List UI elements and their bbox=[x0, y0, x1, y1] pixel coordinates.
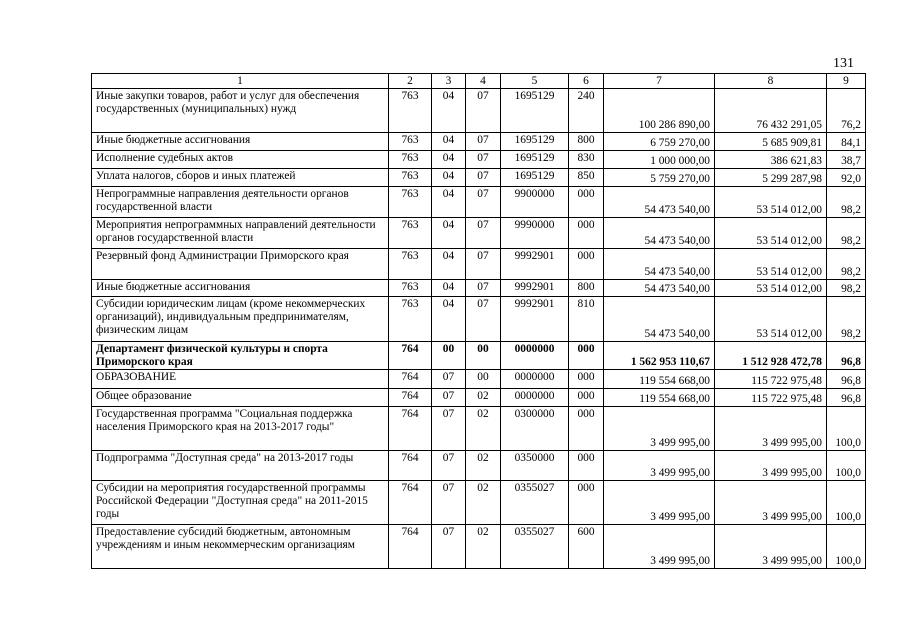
code-target-cell: 0300000 bbox=[501, 407, 569, 451]
code-expense-type-cell: 800 bbox=[569, 280, 604, 297]
executed-amount-cell: 5 685 909,81 bbox=[715, 133, 827, 151]
planned-amount-cell: 119 554 668,00 bbox=[604, 370, 715, 389]
execution-percent-cell: 92,0 bbox=[827, 169, 866, 187]
executed-amount-cell: 76 432 291,05 bbox=[715, 89, 827, 133]
code-expense-type-cell: 000 bbox=[569, 249, 604, 280]
code-expense-type-cell: 000 bbox=[569, 481, 604, 525]
row-name-cell: Исполнение судебных актов bbox=[92, 151, 389, 169]
code-target-cell: 0350000 bbox=[501, 451, 569, 481]
row-name-cell: Иные бюджетные ассигнования bbox=[92, 133, 389, 151]
row-name-cell: Иные бюджетные ассигнования bbox=[92, 280, 389, 297]
code-target-cell: 9992901 bbox=[501, 249, 569, 280]
code-section-cell: 07 bbox=[432, 370, 466, 389]
column-header: 5 bbox=[501, 74, 569, 89]
table-row bbox=[92, 525, 866, 569]
execution-percent-cell: 96,8 bbox=[827, 389, 866, 407]
code-target-cell: 1695129 bbox=[501, 169, 569, 187]
table-row bbox=[92, 297, 866, 342]
column-header: 6 bbox=[569, 74, 604, 89]
code-target-cell: 0000000 bbox=[501, 342, 569, 370]
execution-percent-cell: 100,0 bbox=[827, 407, 866, 451]
code-expense-type-cell: 850 bbox=[569, 169, 604, 187]
code-gad-cell: 764 bbox=[389, 525, 432, 569]
row-name-cell: Иные закупки товаров, работ и услуг для обеспечения государственных (муниципальных) нужд bbox=[92, 89, 389, 133]
table-row bbox=[92, 407, 866, 451]
executed-amount-cell: 53 514 012,00 bbox=[715, 218, 827, 249]
executed-amount-cell: 3 499 995,00 bbox=[715, 481, 827, 525]
code-gad-cell: 763 bbox=[389, 133, 432, 151]
code-section-cell: 07 bbox=[432, 389, 466, 407]
code-subsection-cell: 07 bbox=[466, 249, 501, 280]
code-target-cell: 1695129 bbox=[501, 133, 569, 151]
code-gad-cell: 764 bbox=[389, 370, 432, 389]
code-subsection-cell: 07 bbox=[466, 169, 501, 187]
executed-amount-cell: 53 514 012,00 bbox=[715, 187, 827, 218]
row-name-cell: Субсидии на мероприятия государственной программы Российской Федерации "Доступная среда" на 2011-2015 годы bbox=[92, 481, 389, 525]
code-section-cell: 04 bbox=[432, 151, 466, 169]
code-section-cell: 07 bbox=[432, 481, 466, 525]
code-subsection-cell: 02 bbox=[466, 407, 501, 451]
row-name-cell: Департамент физической культуры и спорта Приморского края bbox=[92, 342, 389, 370]
code-target-cell: 0355027 bbox=[501, 525, 569, 569]
planned-amount-cell: 100 286 890,00 bbox=[604, 89, 715, 133]
planned-amount-cell: 54 473 540,00 bbox=[604, 280, 715, 297]
table-row bbox=[92, 151, 866, 169]
planned-amount-cell: 54 473 540,00 bbox=[604, 249, 715, 280]
execution-percent-cell: 98,2 bbox=[827, 187, 866, 218]
execution-percent-cell: 100,0 bbox=[827, 481, 866, 525]
table-row bbox=[92, 133, 866, 151]
executed-amount-cell: 3 499 995,00 bbox=[715, 525, 827, 569]
planned-amount-cell: 54 473 540,00 bbox=[604, 297, 715, 342]
execution-percent-cell: 76,2 bbox=[827, 89, 866, 133]
code-subsection-cell: 02 bbox=[466, 451, 501, 481]
row-name-cell: Резервный фонд Администрации Приморского края bbox=[92, 249, 389, 280]
code-gad-cell: 763 bbox=[389, 151, 432, 169]
executed-amount-cell: 386 621,83 bbox=[715, 151, 827, 169]
code-subsection-cell: 07 bbox=[466, 280, 501, 297]
column-header: 1 bbox=[92, 74, 389, 89]
execution-percent-cell: 96,8 bbox=[827, 342, 866, 370]
table-row bbox=[92, 451, 866, 481]
planned-amount-cell: 3 499 995,00 bbox=[604, 407, 715, 451]
code-target-cell: 9990000 bbox=[501, 218, 569, 249]
code-section-cell: 07 bbox=[432, 525, 466, 569]
code-gad-cell: 764 bbox=[389, 451, 432, 481]
planned-amount-cell: 119 554 668,00 bbox=[604, 389, 715, 407]
row-name-cell: Субсидии юридическим лицам (кроме некоммерческих организаций), индивидуальным предпринимателям, физическим лицам bbox=[92, 297, 389, 342]
code-section-cell: 04 bbox=[432, 133, 466, 151]
execution-percent-cell: 98,2 bbox=[827, 280, 866, 297]
code-gad-cell: 764 bbox=[389, 407, 432, 451]
row-name-cell: Предоставление субсидий бюджетным, автономным учреждениям и иным некоммерческим организациям bbox=[92, 525, 389, 569]
code-expense-type-cell: 000 bbox=[569, 407, 604, 451]
planned-amount-cell: 6 759 270,00 bbox=[604, 133, 715, 151]
executed-amount-cell: 5 299 287,98 bbox=[715, 169, 827, 187]
execution-percent-cell: 100,0 bbox=[827, 451, 866, 481]
code-expense-type-cell: 000 bbox=[569, 451, 604, 481]
code-target-cell: 0000000 bbox=[501, 370, 569, 389]
code-target-cell: 0000000 bbox=[501, 389, 569, 407]
code-section-cell: 04 bbox=[432, 187, 466, 218]
code-expense-type-cell: 000 bbox=[569, 187, 604, 218]
table-row bbox=[92, 218, 866, 249]
code-expense-type-cell: 600 bbox=[569, 525, 604, 569]
execution-percent-cell: 98,2 bbox=[827, 218, 866, 249]
code-subsection-cell: 07 bbox=[466, 89, 501, 133]
row-name-cell: Непрограммные направления деятельности органов государственной власти bbox=[92, 187, 389, 218]
table-row bbox=[92, 342, 866, 370]
code-target-cell: 9992901 bbox=[501, 280, 569, 297]
planned-amount-cell: 3 499 995,00 bbox=[604, 481, 715, 525]
code-target-cell: 9900000 bbox=[501, 187, 569, 218]
code-section-cell: 04 bbox=[432, 249, 466, 280]
code-section-cell: 04 bbox=[432, 89, 466, 133]
column-header: 4 bbox=[466, 74, 501, 89]
planned-amount-cell: 1 562 953 110,67 bbox=[604, 342, 715, 370]
code-section-cell: 04 bbox=[432, 297, 466, 342]
code-gad-cell: 764 bbox=[389, 389, 432, 407]
code-gad-cell: 763 bbox=[389, 187, 432, 218]
code-gad-cell: 763 bbox=[389, 297, 432, 342]
executed-amount-cell: 1 512 928 472,78 bbox=[715, 342, 827, 370]
table-row bbox=[92, 187, 866, 218]
column-header: 8 bbox=[715, 74, 827, 89]
code-gad-cell: 763 bbox=[389, 218, 432, 249]
executed-amount-cell: 115 722 975,48 bbox=[715, 370, 827, 389]
code-expense-type-cell: 000 bbox=[569, 370, 604, 389]
row-name-cell: Мероприятия непрограммных направлений деятельности органов государственной власти bbox=[92, 218, 389, 249]
table-row bbox=[92, 280, 866, 297]
executed-amount-cell: 53 514 012,00 bbox=[715, 297, 827, 342]
code-target-cell: 0355027 bbox=[501, 481, 569, 525]
executed-amount-cell: 3 499 995,00 bbox=[715, 451, 827, 481]
code-subsection-cell: 00 bbox=[466, 342, 501, 370]
planned-amount-cell: 54 473 540,00 bbox=[604, 218, 715, 249]
code-subsection-cell: 07 bbox=[466, 133, 501, 151]
executed-amount-cell: 115 722 975,48 bbox=[715, 389, 827, 407]
code-subsection-cell: 07 bbox=[466, 187, 501, 218]
code-target-cell: 9992901 bbox=[501, 297, 569, 342]
column-header: 2 bbox=[389, 74, 432, 89]
column-header: 3 bbox=[432, 74, 466, 89]
code-gad-cell: 763 bbox=[389, 169, 432, 187]
row-name-cell: Подпрограмма "Доступная среда" на 2013-2017 годы bbox=[92, 451, 389, 481]
planned-amount-cell: 54 473 540,00 bbox=[604, 187, 715, 218]
code-gad-cell: 763 bbox=[389, 89, 432, 133]
column-header: 9 bbox=[827, 74, 866, 89]
code-expense-type-cell: 810 bbox=[569, 297, 604, 342]
executed-amount-cell: 53 514 012,00 bbox=[715, 280, 827, 297]
table-row bbox=[92, 169, 866, 187]
code-subsection-cell: 07 bbox=[466, 218, 501, 249]
table-row bbox=[92, 389, 866, 407]
code-gad-cell: 763 bbox=[389, 249, 432, 280]
row-name-cell: Государственная программа "Социальная поддержка населения Приморского края на 2013-2017 годы" bbox=[92, 407, 389, 451]
planned-amount-cell: 3 499 995,00 bbox=[604, 451, 715, 481]
code-expense-type-cell: 000 bbox=[569, 342, 604, 370]
code-expense-type-cell: 240 bbox=[569, 89, 604, 133]
planned-amount-cell: 3 499 995,00 bbox=[604, 525, 715, 569]
execution-percent-cell: 98,2 bbox=[827, 249, 866, 280]
code-target-cell: 1695129 bbox=[501, 151, 569, 169]
planned-amount-cell: 5 759 270,00 bbox=[604, 169, 715, 187]
table-row bbox=[92, 249, 866, 280]
code-section-cell: 07 bbox=[432, 407, 466, 451]
code-section-cell: 04 bbox=[432, 218, 466, 249]
column-header: 7 bbox=[604, 74, 715, 89]
code-section-cell: 04 bbox=[432, 169, 466, 187]
row-name-cell: Уплата налогов, сборов и иных платежей bbox=[92, 169, 389, 187]
planned-amount-cell: 1 000 000,00 bbox=[604, 151, 715, 169]
code-expense-type-cell: 800 bbox=[569, 133, 604, 151]
code-subsection-cell: 02 bbox=[466, 389, 501, 407]
execution-percent-cell: 38,7 bbox=[827, 151, 866, 169]
execution-percent-cell: 96,8 bbox=[827, 370, 866, 389]
executed-amount-cell: 53 514 012,00 bbox=[715, 249, 827, 280]
executed-amount-cell: 3 499 995,00 bbox=[715, 407, 827, 451]
execution-percent-cell: 84,1 bbox=[827, 133, 866, 151]
code-gad-cell: 764 bbox=[389, 342, 432, 370]
code-subsection-cell: 07 bbox=[466, 297, 501, 342]
code-gad-cell: 764 bbox=[389, 481, 432, 525]
code-subsection-cell: 02 bbox=[466, 525, 501, 569]
column-number-row bbox=[92, 74, 866, 89]
table-row bbox=[92, 370, 866, 389]
code-expense-type-cell: 000 bbox=[569, 218, 604, 249]
row-name-cell: ОБРАЗОВАНИЕ bbox=[92, 370, 389, 389]
code-target-cell: 1695129 bbox=[501, 89, 569, 133]
code-subsection-cell: 00 bbox=[466, 370, 501, 389]
code-expense-type-cell: 830 bbox=[569, 151, 604, 169]
table-row bbox=[92, 481, 866, 525]
execution-percent-cell: 98,2 bbox=[827, 297, 866, 342]
code-section-cell: 00 bbox=[432, 342, 466, 370]
code-gad-cell: 763 bbox=[389, 280, 432, 297]
code-subsection-cell: 07 bbox=[466, 151, 501, 169]
code-expense-type-cell: 000 bbox=[569, 389, 604, 407]
table-row bbox=[92, 89, 866, 133]
execution-percent-cell: 100,0 bbox=[827, 525, 866, 569]
page-number: 131 bbox=[833, 56, 854, 71]
budget-table bbox=[91, 73, 866, 569]
code-section-cell: 04 bbox=[432, 280, 466, 297]
row-name-cell: Общее образование bbox=[92, 389, 389, 407]
code-section-cell: 07 bbox=[432, 451, 466, 481]
code-subsection-cell: 02 bbox=[466, 481, 501, 525]
